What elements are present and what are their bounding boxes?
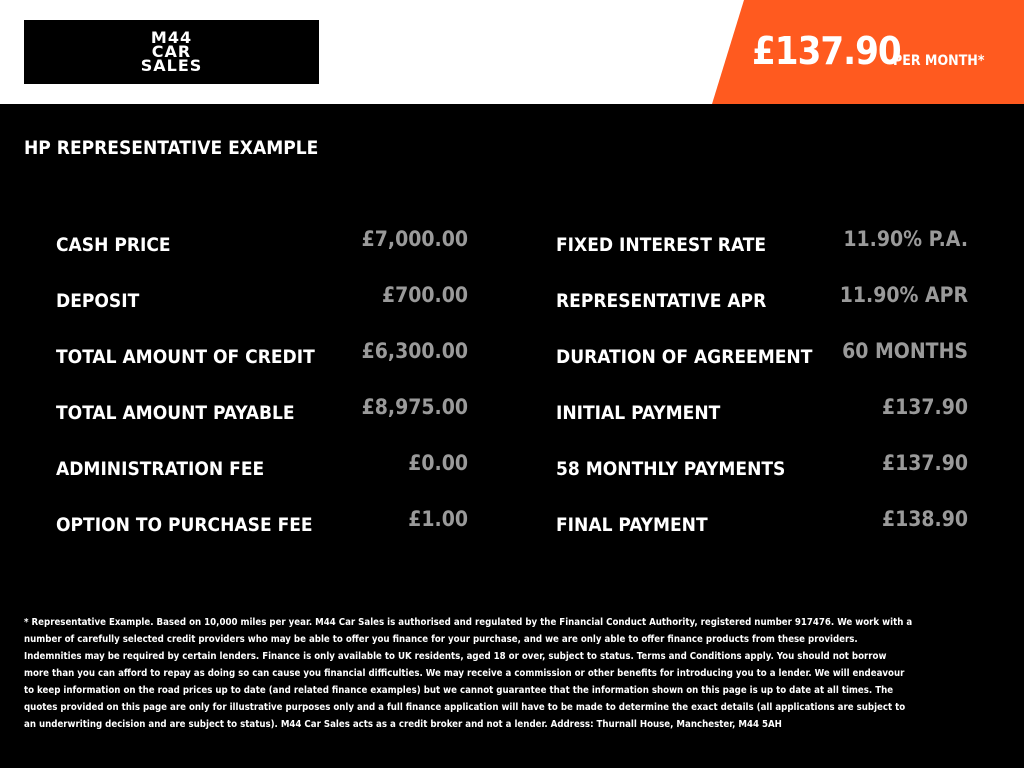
finance-row — [556, 227, 968, 260]
finance-row — [556, 507, 968, 540]
logo-line-2: CAR — [151, 42, 192, 61]
finance-row — [556, 451, 968, 484]
finance-value: £8,975.00 — [361, 395, 468, 419]
finance-value: 11.90% P.A. — [843, 227, 968, 251]
logo-line-3: SALES — [140, 56, 203, 75]
finance-value: £6,300.00 — [361, 339, 468, 363]
finance-label: ADMINISTRATION FEE — [56, 458, 265, 480]
finance-row — [556, 395, 968, 428]
finance-value: £0.00 — [408, 451, 468, 475]
finance-label: DURATION OF AGREEMENT — [556, 346, 813, 368]
finance-label: TOTAL AMOUNT OF CREDIT — [56, 346, 315, 368]
finance-label: INITIAL PAYMENT — [556, 402, 721, 424]
finance-label: TOTAL AMOUNT PAYABLE — [56, 402, 295, 424]
finance-value: £1.00 — [408, 507, 468, 531]
finance-label: REPRESENTATIVE APR — [556, 290, 767, 312]
finance-row — [56, 395, 468, 428]
section-title: HP REPRESENTATIVE EXAMPLE — [24, 137, 319, 159]
finance-value: 60 MONTHS — [842, 339, 968, 363]
finance-row — [56, 507, 468, 540]
finance-value: £137.90 — [881, 395, 968, 419]
finance-label: FINAL PAYMENT — [556, 514, 708, 536]
finance-row — [56, 451, 468, 484]
finance-label: 58 MONTHLY PAYMENTS — [556, 458, 786, 480]
finance-row — [56, 283, 468, 316]
logo-line-1: M44 — [150, 28, 193, 47]
header — [0, 0, 1024, 104]
finance-label: DEPOSIT — [56, 290, 140, 312]
finance-row — [556, 283, 968, 316]
finance-row — [56, 339, 468, 372]
finance-label: CASH PRICE — [56, 234, 171, 256]
logo — [24, 20, 319, 84]
disclaimer-text: * Representative Example. Based on 10,000 miles per year. M44 Car Sales is authorised and regulated by the Financial Conduct Authority, registered number 917476. We work with a number of carefully selected credit providers who may be able to offer you finance for your purchase, and we are only able to offer finance products from these providers. Indemnities may be required by certain lenders. Finance is only available to UK residents, aged 18 or over, subject to status. Terms and Conditions apply. You should not borrow more than you can afford to repay as doing so can cause you financial difficulties. We may receive a commission or other benefits for introducing you to a lender. We will endeavour to keep information on the road prices up to date (and related finance examples) but we cannot guarantee that the information shown on this page is up to date at all times. The quotes provided on this page are only for illustrative purposes only and a full finance application will have to be made to determine the exact details (all applications are subject to an underwriting decision and are subject to status). M44 Car Sales acts as a credit broker and not a lender. Address: Thurnall House, Manchester, M44 5AH — [24, 617, 913, 730]
finance-value: £138.90 — [881, 507, 968, 531]
per-month-label: PER MONTH* — [893, 53, 985, 69]
finance-value: £137.90 — [881, 451, 968, 475]
monthly-price: £137.90 — [752, 29, 901, 73]
finance-value: £7,000.00 — [361, 227, 468, 251]
finance-row — [56, 227, 468, 260]
finance-label: OPTION TO PURCHASE FEE — [56, 514, 313, 536]
finance-value: 11.90% APR — [839, 283, 968, 307]
finance-value: £700.00 — [381, 283, 468, 307]
finance-label: FIXED INTEREST RATE — [556, 234, 767, 256]
finance-row — [556, 339, 968, 372]
